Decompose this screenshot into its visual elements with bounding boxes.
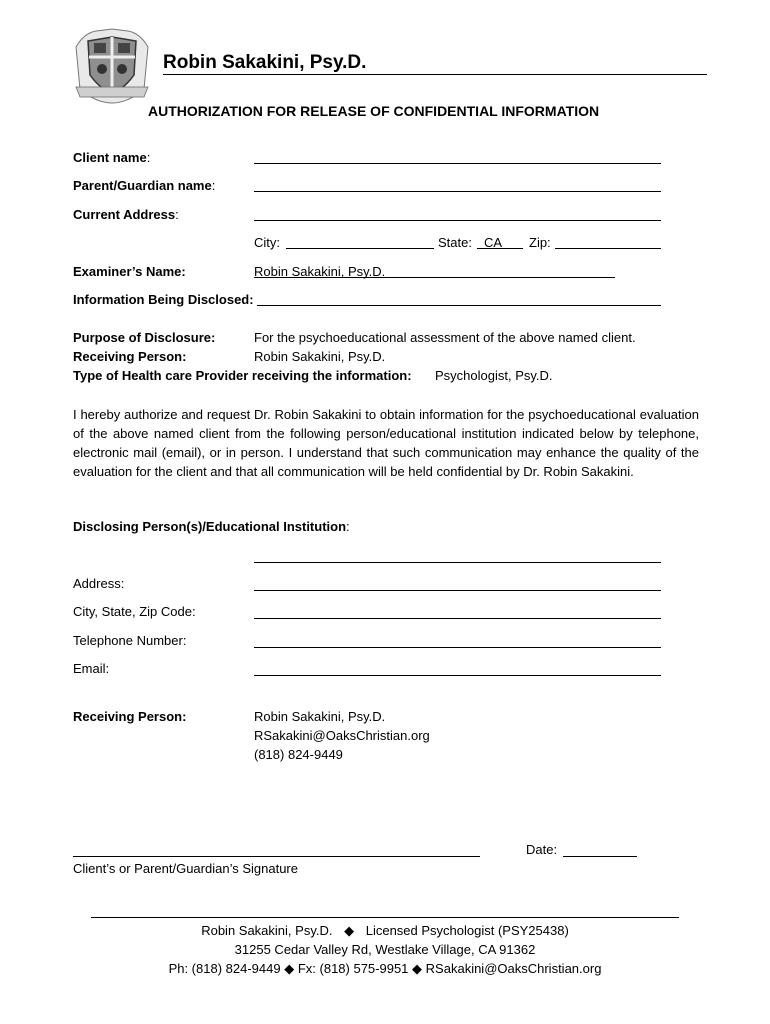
receiving-person-value: Robin Sakakini, Psy.D. [254, 349, 386, 364]
info-disclosed-field[interactable] [257, 305, 661, 306]
current-address-field[interactable] [254, 220, 661, 221]
client-name-field[interactable] [254, 163, 661, 164]
receiving-block-email: RSakakini@OaksChristian.org [254, 728, 430, 743]
disclosing-heading: Disclosing Person(s)/Educational Institution: [73, 519, 350, 534]
signature-field[interactable] [73, 856, 480, 857]
parent-guardian-label: Parent/Guardian name: [73, 178, 216, 193]
disclosing-email-label: Email: [73, 661, 110, 676]
zip-field[interactable] [555, 248, 661, 249]
city-field[interactable] [286, 248, 434, 249]
footer-line-3 [0, 961, 770, 977]
signature-label: Client’s or Parent/Guardian’s Signature [73, 861, 298, 876]
client-name-label: Client name: [73, 150, 151, 165]
footer-name: Robin Sakakini, Psy.D. [201, 923, 333, 938]
disclosing-city-field[interactable] [254, 618, 661, 619]
purpose-label: Purpose of Disclosure: [73, 330, 216, 345]
form-title: AUTHORIZATION FOR RELEASE OF CONFIDENTIAL INFORMATION [148, 103, 600, 119]
receiving-block-label: Receiving Person: [73, 709, 187, 724]
date-label: Date: [526, 842, 558, 857]
state-value: CA [484, 235, 503, 250]
receiving-block-name: Robin Sakakini, Psy.D. [254, 709, 386, 724]
disclosing-phone-label: Telephone Number: [73, 633, 187, 648]
receiving-block-phone: (818) 824-9449 [254, 747, 343, 762]
current-address-label: Current Address: [73, 207, 179, 222]
purpose-value: For the psychoeducational assessment of the above named client. [254, 330, 636, 345]
authorization-paragraph: I hereby authorize and request Dr. Robin Sakakini to obtain information for the psychoeducational evaluation of the above named client from the following person/educational institution indicated below by telephone, electronic mail (email), or in person. I understand that such communication may enhance the quality of the evaluation for the client and that all communication will be held confidential by Dr. Robin Sakakini. [73, 407, 699, 479]
examiner-label: Examiner’s Name: [73, 264, 186, 279]
date-field[interactable] [563, 856, 637, 857]
title-underline [163, 74, 707, 75]
page-title: Robin Sakakini, Psy.D. [163, 52, 367, 73]
disclosing-email-field[interactable] [254, 675, 661, 676]
parent-guardian-field[interactable] [254, 191, 661, 192]
diamond-icon: ◆ [284, 961, 295, 976]
disclosing-address-label: Address: [73, 576, 125, 591]
info-disclosed-label: Information Being Disclosed: [73, 292, 254, 307]
city-label: City: [254, 235, 280, 250]
provider-type-label: Type of Health care Provider receiving the information: [73, 368, 412, 383]
logo-crest-icon [72, 27, 152, 105]
state-label: State: [438, 235, 472, 250]
receiving-person-label: Receiving Person: [73, 349, 187, 364]
footer-phone: Ph: (818) 824-9449 [168, 961, 281, 976]
footer-divider [91, 917, 679, 918]
provider-type-value: Psychologist, Psy.D. [435, 368, 553, 383]
footer-license: Licensed Psychologist (PSY25438) [365, 923, 569, 938]
diamond-icon: ◆ [412, 961, 423, 976]
footer-address: 31255 Cedar Valley Rd, Westlake Village, CA 91362 [234, 942, 536, 957]
zip-label: Zip: [529, 235, 551, 250]
disclosing-phone-field[interactable] [254, 647, 661, 648]
disclosing-name-field[interactable] [254, 562, 661, 563]
examiner-field [254, 277, 615, 278]
disclosing-city-label: City, State, Zip Code: [73, 604, 196, 619]
footer-fax: Fx: (818) 575-9951 [297, 961, 409, 976]
diamond-icon: ◆ [344, 923, 355, 938]
footer-line-1 [0, 923, 770, 939]
footer-email: RSakakini@OaksChristian.org [425, 961, 602, 976]
disclosing-address-field[interactable] [254, 590, 661, 591]
examiner-value: Robin Sakakini, Psy.D. [254, 264, 386, 279]
